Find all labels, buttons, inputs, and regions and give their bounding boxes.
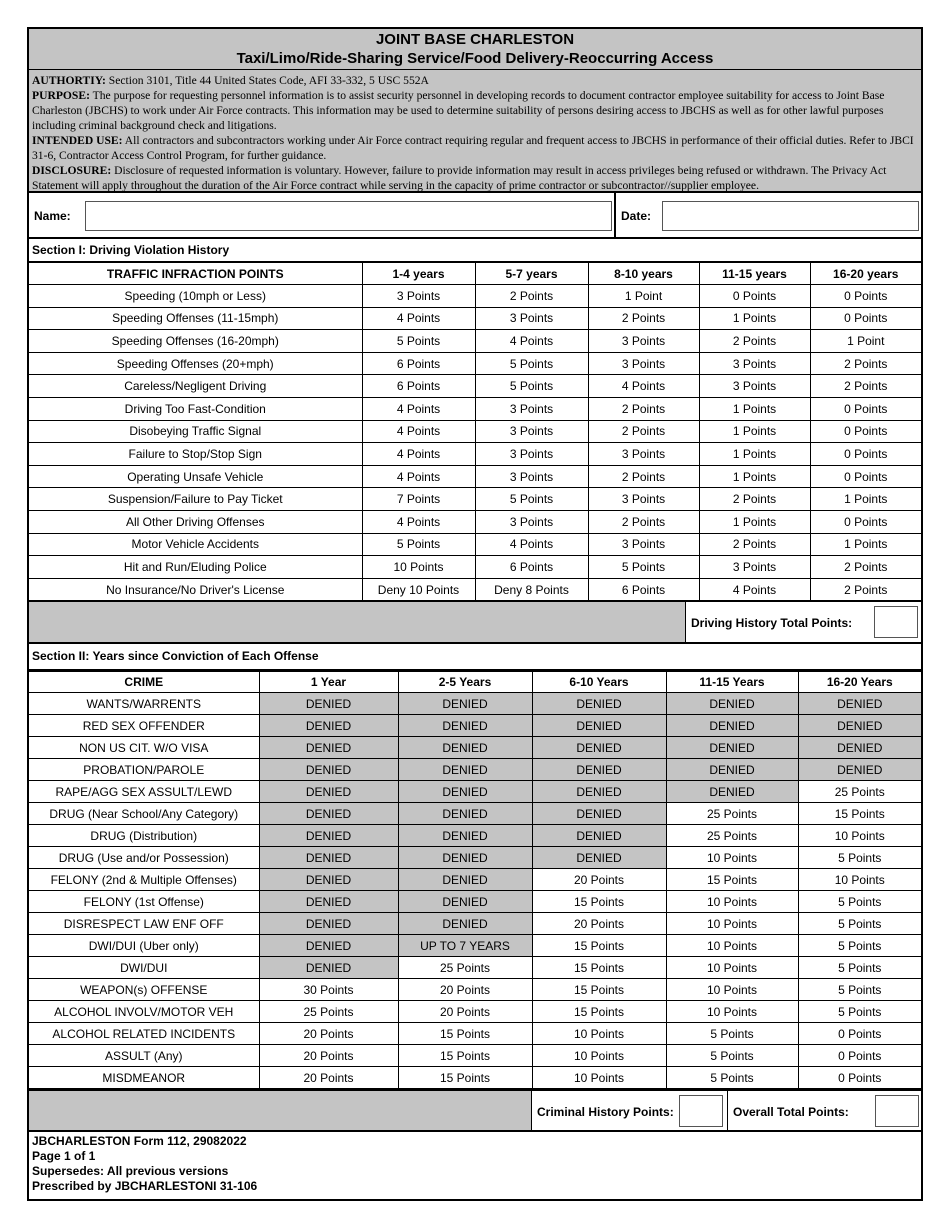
table-cell: 4 Points [362, 443, 475, 466]
table-cell: 3 Points [475, 397, 588, 420]
table-cell: 20 Points [259, 1045, 398, 1067]
name-date-row [29, 193, 921, 239]
table-cell: DENIED [398, 803, 532, 825]
table-cell: DENIED [398, 891, 532, 913]
table-cell: 10 Points [798, 869, 921, 891]
table-row [29, 1067, 921, 1089]
table-cell: 25 Points [798, 781, 921, 803]
table-cell: 15 Points [532, 1001, 666, 1023]
table-cell: 4 Points [362, 420, 475, 443]
table-cell: 15 Points [398, 1023, 532, 1045]
table-cell: 25 Points [666, 825, 798, 847]
table-row [29, 556, 921, 579]
table-cell: 5 Points [798, 1001, 921, 1023]
driving-total-row [29, 600, 921, 644]
table-row [29, 803, 921, 825]
table-cell: DENIED [532, 847, 666, 869]
table-cell: DENIED [798, 737, 921, 759]
access-form [27, 27, 923, 1201]
table-cell: 10 Points [532, 1067, 666, 1089]
table-cell: 3 Points [475, 510, 588, 533]
table-cell: 10 Points [666, 1001, 798, 1023]
table-cell: 10 Points [666, 979, 798, 1001]
authority-label: AUTHORTIY: [32, 74, 106, 87]
table-cell: 2 Points [810, 375, 921, 398]
column-header: 11-15 years [699, 263, 810, 285]
row-label: DISRESPECT LAW ENF OFF [29, 913, 259, 935]
table-cell: 6 Points [475, 556, 588, 579]
table-cell: 15 Points [666, 869, 798, 891]
table-cell: DENIED [259, 935, 398, 957]
table-cell: DENIED [666, 737, 798, 759]
row-label: DRUG (Use and/or Possession) [29, 847, 259, 869]
table-cell: 5 Points [666, 1023, 798, 1045]
row-label: PROBATION/PAROLE [29, 759, 259, 781]
disclosure-label: DISCLOSURE: [32, 164, 112, 177]
authority-text: Section 3101, Title 44 United States Code, AFI 33-332, 5 USC 552A [105, 74, 429, 87]
column-header: 16-20 years [810, 263, 921, 285]
table-cell: UP TO 7 YEARS [398, 935, 532, 957]
table-cell: DENIED [666, 693, 798, 715]
section-2-heading: Section II: Years since Conviction of Each Offense [29, 644, 921, 671]
table-cell: 25 Points [666, 803, 798, 825]
table-cell: 2 Points [588, 307, 699, 330]
row-label: Motor Vehicle Accidents [29, 533, 362, 556]
table-cell: 1 Point [810, 330, 921, 353]
table-cell: 2 Points [475, 285, 588, 308]
table-cell: 3 Points [588, 352, 699, 375]
table-cell: DENIED [398, 869, 532, 891]
table-row [29, 979, 921, 1001]
table-cell: 20 Points [532, 869, 666, 891]
table-cell: 5 Points [666, 1067, 798, 1089]
table-cell: 1 Points [699, 510, 810, 533]
table-cell: DENIED [259, 715, 398, 737]
table-cell: DENIED [398, 847, 532, 869]
row-label: Speeding Offenses (11-15mph) [29, 307, 362, 330]
table-cell: DENIED [398, 913, 532, 935]
row-label: ALCOHOL INVOLV/MOTOR VEH [29, 1001, 259, 1023]
table-cell: 7 Points [362, 488, 475, 511]
table-row [29, 352, 921, 375]
table-cell: 4 Points [362, 510, 475, 533]
table-cell: DENIED [259, 737, 398, 759]
table-row [29, 935, 921, 957]
table-cell: 2 Points [810, 556, 921, 579]
form-title-line2: Taxi/Limo/Ride-Sharing Service/Food Delivery-Reoccurring Access [236, 50, 714, 67]
crime-table-header [29, 672, 921, 693]
criminal-history-table [29, 671, 921, 1089]
row-label: FELONY (2nd & Multiple Offenses) [29, 869, 259, 891]
row-label: DWI/DUI [29, 957, 259, 979]
privacy-act-statement [29, 70, 921, 193]
table-cell: DENIED [259, 693, 398, 715]
table-cell: 10 Points [666, 891, 798, 913]
table-cell: 3 Points [475, 307, 588, 330]
table-cell: 0 Points [810, 285, 921, 308]
table-cell: DENIED [398, 759, 532, 781]
table-cell: DENIED [798, 693, 921, 715]
overall-total-label: Overall Total Points: [727, 1091, 921, 1130]
form-number: JBCHARLESTON Form 112, 29082022 [32, 1134, 247, 1148]
table-cell: DENIED [259, 957, 398, 979]
table-cell: 2 Points [588, 420, 699, 443]
section-1-heading: Section I: Driving Violation History [29, 239, 921, 262]
table-cell: DENIED [532, 781, 666, 803]
table-cell: 5 Points [475, 352, 588, 375]
name-field[interactable] [85, 201, 612, 231]
table-row [29, 693, 921, 715]
table-cell: 15 Points [532, 935, 666, 957]
table-cell: 3 Points [699, 375, 810, 398]
column-header: 6-10 Years [532, 672, 666, 693]
table-cell: 2 Points [699, 330, 810, 353]
table-cell: 5 Points [588, 556, 699, 579]
table-cell: DENIED [666, 759, 798, 781]
table-cell: 2 Points [810, 578, 921, 601]
table-cell: 0 Points [699, 285, 810, 308]
table-cell: DENIED [532, 759, 666, 781]
row-label: Hit and Run/Eluding Police [29, 556, 362, 579]
column-header: CRIME [29, 672, 259, 693]
table-cell: DENIED [532, 825, 666, 847]
table-cell: 10 Points [666, 957, 798, 979]
table-row [29, 847, 921, 869]
row-label: ALCOHOL RELATED INCIDENTS [29, 1023, 259, 1045]
intended-use-text: All contractors and subcontractors working under Air Force contract requiring regular and frequent access to JBCHS in performance of their official duties. Refer to JBCI 31-6, Contractor Access Control Program, for further guidance. [32, 134, 914, 162]
row-label: DRUG (Distribution) [29, 825, 259, 847]
table-cell: 15 Points [398, 1067, 532, 1089]
row-label: Speeding Offenses (20+mph) [29, 352, 362, 375]
table-cell: 5 Points [798, 847, 921, 869]
table-cell: 20 Points [398, 1001, 532, 1023]
table-cell: DENIED [398, 825, 532, 847]
date-label: Date: [621, 209, 652, 223]
column-header: 11-15 Years [666, 672, 798, 693]
table-cell: 0 Points [798, 1045, 921, 1067]
disclosure-text: Disclosure of requested information is voluntary. However, failure to provide information may result in access privileges being refused or withdrawn. The Privacy Act Statement will apply throughout the duration of the Air Force contract while serving in the capacity of prime contractor or subcontractor//supplier employee. [32, 164, 887, 192]
table-cell: 6 Points [588, 578, 699, 601]
table-row [29, 715, 921, 737]
table-cell: 5 Points [475, 488, 588, 511]
table-cell: 0 Points [810, 420, 921, 443]
table-cell: DENIED [798, 759, 921, 781]
table-cell: DENIED [532, 737, 666, 759]
table-cell: 5 Points [362, 330, 475, 353]
table-cell: DENIED [666, 715, 798, 737]
table-cell: 15 Points [532, 891, 666, 913]
table-cell: 1 Points [699, 443, 810, 466]
table-cell: 3 Points [475, 420, 588, 443]
row-label: All Other Driving Offenses [29, 510, 362, 533]
table-cell: 4 Points [362, 397, 475, 420]
table-cell: 10 Points [798, 825, 921, 847]
table-cell: DENIED [532, 693, 666, 715]
table-cell: 0 Points [810, 307, 921, 330]
table-row [29, 285, 921, 308]
table-cell: 30 Points [259, 979, 398, 1001]
driving-total-field[interactable] [874, 606, 918, 638]
table-row [29, 465, 921, 488]
table-cell: 10 Points [532, 1023, 666, 1045]
table-cell: DENIED [259, 825, 398, 847]
criminal-history-label: Criminal History Points: [531, 1091, 727, 1130]
row-label: Failure to Stop/Stop Sign [29, 443, 362, 466]
row-label: DRUG (Near School/Any Category) [29, 803, 259, 825]
table-cell: 10 Points [532, 1045, 666, 1067]
table-cell: DENIED [259, 869, 398, 891]
table-row [29, 578, 921, 601]
form-title-line1: JOINT BASE CHARLESTON [375, 31, 575, 48]
table-cell: 2 Points [588, 510, 699, 533]
intended-use-label: INTENDED USE: [32, 134, 123, 147]
table-cell: 0 Points [810, 465, 921, 488]
table-row [29, 913, 921, 935]
table-row [29, 957, 921, 979]
row-label: ASSULT (Any) [29, 1045, 259, 1067]
table-cell: DENIED [532, 715, 666, 737]
table-row [29, 869, 921, 891]
table-cell: DENIED [259, 803, 398, 825]
table-cell: 4 Points [362, 465, 475, 488]
table-cell: 2 Points [588, 397, 699, 420]
form-title [29, 29, 921, 70]
table-cell: 10 Points [362, 556, 475, 579]
purpose-label: PURPOSE: [32, 89, 90, 102]
table-cell: 3 Points [699, 556, 810, 579]
table-cell: 2 Points [699, 488, 810, 511]
table-cell: 3 Points [588, 488, 699, 511]
page-count: Page 1 of 1 [32, 1149, 96, 1163]
table-row [29, 737, 921, 759]
driving-table-header [29, 263, 921, 285]
table-row [29, 533, 921, 556]
table-cell: DENIED [532, 803, 666, 825]
table-cell: 0 Points [810, 397, 921, 420]
table-cell: 10 Points [666, 847, 798, 869]
table-cell: DENIED [398, 781, 532, 803]
table-cell: 1 Point [588, 285, 699, 308]
row-label: No Insurance/No Driver's License [29, 578, 362, 601]
row-label: NON US CIT. W/O VISA [29, 737, 259, 759]
row-label: Careless/Negligent Driving [29, 375, 362, 398]
criminal-total-row [29, 1089, 921, 1132]
row-label: Driving Too Fast-Condition [29, 397, 362, 420]
table-cell: 5 Points [666, 1045, 798, 1067]
row-label: Speeding Offenses (16-20mph) [29, 330, 362, 353]
table-cell: 4 Points [362, 307, 475, 330]
supersedes-note: Supersedes: All previous versions [32, 1164, 229, 1178]
row-label: Speeding (10mph or Less) [29, 285, 362, 308]
table-cell: DENIED [259, 781, 398, 803]
table-cell: 4 Points [699, 578, 810, 601]
table-cell: 5 Points [475, 375, 588, 398]
table-cell: 1 Points [699, 307, 810, 330]
table-row [29, 488, 921, 511]
overall-total-field[interactable] [875, 1095, 919, 1127]
table-cell: Deny 8 Points [475, 578, 588, 601]
table-row [29, 443, 921, 466]
table-cell: 0 Points [798, 1023, 921, 1045]
table-cell: 1 Points [699, 465, 810, 488]
table-cell: 1 Points [810, 488, 921, 511]
table-cell: DENIED [259, 913, 398, 935]
table-cell: 5 Points [798, 913, 921, 935]
table-cell: 4 Points [588, 375, 699, 398]
table-cell: 6 Points [362, 352, 475, 375]
prescribed-by: Prescribed by JBCHARLESTONI 31-106 [32, 1179, 258, 1193]
table-row [29, 825, 921, 847]
column-header: TRAFFIC INFRACTION POINTS [29, 263, 362, 285]
table-cell: 0 Points [798, 1067, 921, 1089]
table-cell: 15 Points [798, 803, 921, 825]
table-cell: 3 Points [475, 465, 588, 488]
table-cell: 5 Points [798, 935, 921, 957]
column-header: 1 Year [259, 672, 398, 693]
table-cell: 5 Points [798, 979, 921, 1001]
column-header: 16-20 Years [798, 672, 921, 693]
date-field[interactable] [662, 201, 919, 231]
table-cell: Deny 10 Points [362, 578, 475, 601]
driving-violation-table [29, 262, 921, 601]
form-footer [29, 1132, 921, 1196]
table-cell: DENIED [666, 781, 798, 803]
name-date-divider [614, 193, 616, 237]
table-cell: 3 Points [588, 533, 699, 556]
column-header: 2-5 Years [398, 672, 532, 693]
table-cell: DENIED [259, 759, 398, 781]
column-header: 5-7 years [475, 263, 588, 285]
table-row [29, 375, 921, 398]
row-label: FELONY (1st Offense) [29, 891, 259, 913]
table-cell: 15 Points [532, 957, 666, 979]
row-label: RAPE/AGG SEX ASSULT/LEWD [29, 781, 259, 803]
row-label: Operating Unsafe Vehicle [29, 465, 362, 488]
table-cell: 20 Points [532, 913, 666, 935]
table-row [29, 307, 921, 330]
purpose-text: The purpose for requesting personnel information is to assist security personnel in developing records to document contractor employee suitability for access to Joint Base Charleston (JBCHS) to work under Air Force contracts. This information may be used to determine suitability of persons desiring access to JBCHS as well as for other lawful purposes including criminal background check and litigations. [32, 89, 885, 132]
table-cell: 20 Points [259, 1067, 398, 1089]
table-cell: 15 Points [398, 1045, 532, 1067]
table-cell: 5 Points [362, 533, 475, 556]
table-cell: 3 Points [475, 443, 588, 466]
table-cell: 4 Points [475, 533, 588, 556]
table-row [29, 1001, 921, 1023]
table-cell: 1 Points [699, 420, 810, 443]
column-header: 8-10 years [588, 263, 699, 285]
table-cell: 3 Points [588, 443, 699, 466]
table-cell: 0 Points [810, 443, 921, 466]
table-cell: 2 Points [810, 352, 921, 375]
name-label: Name: [34, 209, 71, 223]
table-cell: 4 Points [475, 330, 588, 353]
table-cell: 3 Points [362, 285, 475, 308]
driving-total-label: Driving History Total Points: [685, 602, 921, 642]
table-cell: 10 Points [666, 935, 798, 957]
table-cell: 5 Points [798, 957, 921, 979]
table-cell: 1 Points [699, 397, 810, 420]
table-row [29, 420, 921, 443]
table-row [29, 891, 921, 913]
table-cell: 1 Points [810, 533, 921, 556]
table-row [29, 510, 921, 533]
section-1 [29, 239, 921, 601]
row-label: MISDMEANOR [29, 1067, 259, 1089]
table-cell: 6 Points [362, 375, 475, 398]
table-cell: DENIED [398, 693, 532, 715]
table-cell: DENIED [259, 847, 398, 869]
table-cell: 2 Points [699, 533, 810, 556]
row-label: RED SEX OFFENDER [29, 715, 259, 737]
table-cell: DENIED [398, 715, 532, 737]
section-2 [29, 644, 921, 1089]
table-cell: 20 Points [259, 1023, 398, 1045]
criminal-history-field[interactable] [679, 1095, 723, 1127]
table-cell: DENIED [259, 891, 398, 913]
table-cell: DENIED [798, 715, 921, 737]
table-cell: 25 Points [259, 1001, 398, 1023]
table-row [29, 1023, 921, 1045]
row-label: DWI/DUI (Uber only) [29, 935, 259, 957]
table-row [29, 1045, 921, 1067]
table-row [29, 781, 921, 803]
table-cell: DENIED [398, 737, 532, 759]
table-cell: 2 Points [588, 465, 699, 488]
table-cell: 20 Points [398, 979, 532, 1001]
table-row [29, 397, 921, 420]
table-cell: 3 Points [699, 352, 810, 375]
column-header: 1-4 years [362, 263, 475, 285]
table-row [29, 330, 921, 353]
table-row [29, 759, 921, 781]
row-label: WEAPON(s) OFFENSE [29, 979, 259, 1001]
table-cell: 25 Points [398, 957, 532, 979]
table-cell: 15 Points [532, 979, 666, 1001]
row-label: Disobeying Traffic Signal [29, 420, 362, 443]
row-label: Suspension/Failure to Pay Ticket [29, 488, 362, 511]
table-cell: 5 Points [798, 891, 921, 913]
table-cell: 3 Points [588, 330, 699, 353]
table-cell: 0 Points [810, 510, 921, 533]
row-label: WANTS/WARRENTS [29, 693, 259, 715]
table-cell: 10 Points [666, 913, 798, 935]
